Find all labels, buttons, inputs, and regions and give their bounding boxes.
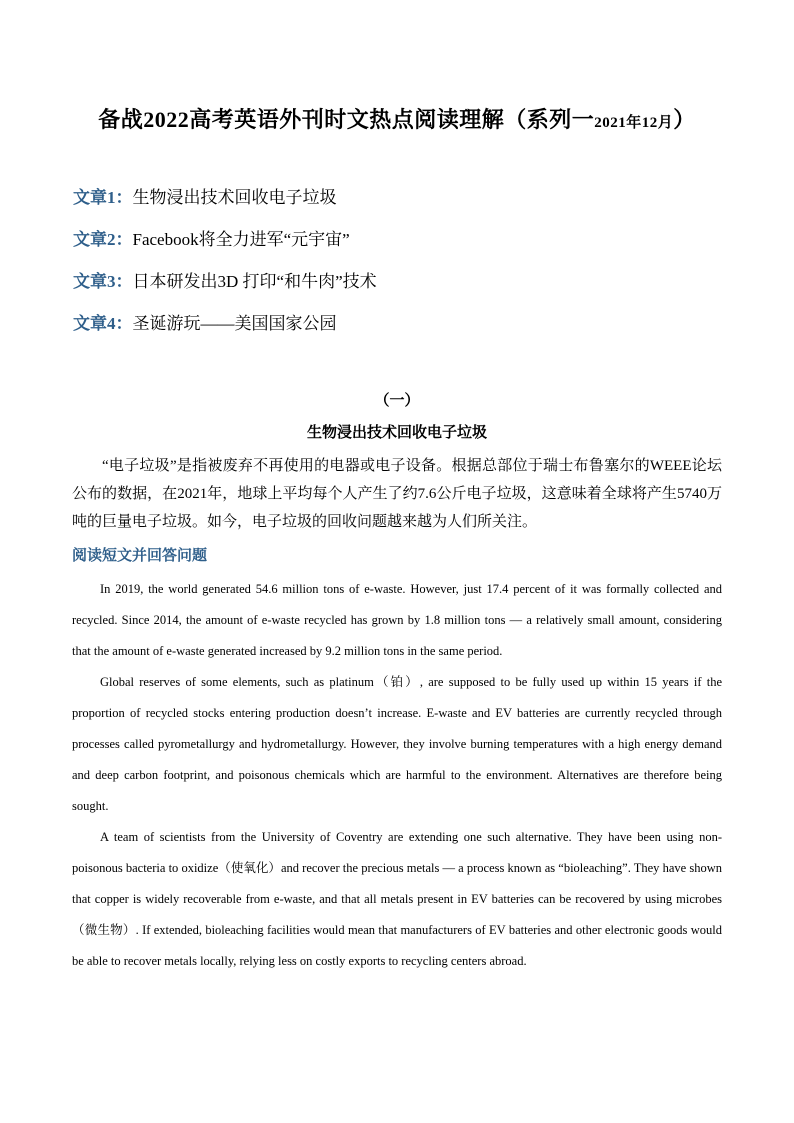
toc-item-3 <box>73 268 377 310</box>
toc-text: 日本研发出3D 打印“和牛肉”技术 <box>132 272 377 291</box>
table-of-contents <box>73 184 377 352</box>
task-heading: 阅读短文并回答问题 <box>72 548 208 564</box>
toc-label: 文章4： <box>73 314 133 333</box>
title-date: 2021年12月 <box>594 115 674 131</box>
toc-label: 文章1： <box>73 188 133 207</box>
toc-text: Facebook将全力进军“元宇宙” <box>132 230 350 249</box>
toc-label: 文章2： <box>73 230 133 249</box>
section-title: 生物浸出技术回收电子垃圾 <box>306 425 487 441</box>
toc-item-1 <box>73 184 377 226</box>
article-body <box>72 574 722 977</box>
article-paragraph-2: Global reserves of some elements, such as platinum（铂）, are supposed to be fully used up within 15 years if the proportion of recycled stocks entering production doesn’t increase. E-waste and EV batteries are currently recycled through processes called pyrometallurgy and hydrometallurgy. However, they involve burning temperatures with a high energy demand and deep carbon footprint, and poisonous chemicals which are harmful to the environment. Alternatives are therefore being sought. <box>72 675 722 813</box>
toc-text: 圣诞游玩——美国国家公园 <box>132 314 337 333</box>
toc-text: 生物浸出技术回收电子垃圾 <box>132 188 337 207</box>
article-paragraph-3: A team of scientists from the University of Coventry are extending one such alternative. They have been using non-poisonous bacteria to oxidize（使氧化）and recover the precious metals — a process known as “bioleaching”. They have shown that copper is widely recoverable from e-waste, and that all metals present in EV batteries can be recovered by using microbes（微生物）. If extended, bioleaching facilities would mean that manufacturers of EV batteries and other electronic goods would be able to recover metals locally, relying less on costly exports to recycling centers abroad. <box>72 830 722 968</box>
toc-item-2 <box>73 226 377 268</box>
title-close: ） <box>673 107 696 132</box>
intro-paragraph: “电子垃圾”是指被废弃不再使用的电器或电子设备。根据总部位于瑞士布鲁塞尔的WEEE论坛公布的数据，在2021年，地球上平均每个人产生了约7.6公斤电子垃圾，这意味着全球将产生5740万吨的巨量电子垃圾。如今，电子垃圾的回收问题越来越为人们所关注。 <box>72 458 722 530</box>
toc-label: 文章3： <box>73 272 133 291</box>
section-number: （一） <box>374 393 420 409</box>
toc-item-4 <box>73 310 377 352</box>
title-main: 备战2022高考英语外刊时文热点阅读理解（系列一 <box>98 107 595 132</box>
article-paragraph-1: In 2019, the world generated 54.6 million tons of e-waste. However, just 17.4 percent of it was formally collected and recycled. Since 2014, the amount of e-waste recycled has grown by 1.8 million tons — a relatively small amount, considering that the amount of e-waste generated increased by 9.2 million tons in the same period. <box>72 582 722 658</box>
document-title <box>0 103 794 134</box>
